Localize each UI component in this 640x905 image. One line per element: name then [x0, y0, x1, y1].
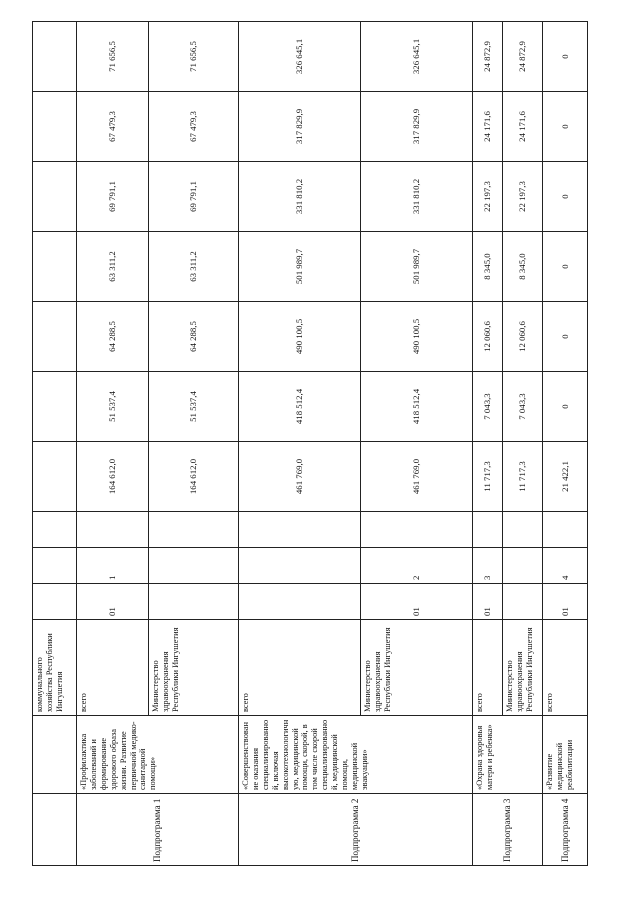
budget-table [32, 21, 588, 866]
cell-value: 22 197,3 [473, 162, 503, 232]
cell-code [149, 584, 239, 620]
cell-value: 71 656,5 [149, 22, 239, 92]
cell-value: 7 043,3 [473, 372, 503, 442]
rotated-page [32, 22, 587, 866]
cell-value: 418 512,4 [239, 372, 361, 442]
cell-value: 22 197,3 [503, 162, 543, 232]
cell [33, 584, 77, 620]
cell-value: 67 479,3 [149, 92, 239, 162]
table-row [239, 22, 361, 866]
cell-code [149, 512, 239, 548]
cell-code: 01 [543, 584, 588, 620]
table-row [473, 22, 503, 866]
cell-org: Министерство здравоохранения Республики Ингушетия [361, 620, 473, 716]
cell [33, 716, 77, 794]
cell-value: 317 829,9 [239, 92, 361, 162]
subprogram-description: «Охрана здоровья матери и ребенка» [473, 716, 543, 794]
cell [33, 22, 77, 92]
cell-org: всего [239, 620, 361, 716]
cell-value: 24 872,9 [473, 22, 503, 92]
cell-value: 0 [543, 22, 588, 92]
cell-value: 63 311,2 [149, 232, 239, 302]
cell-org: Министерство здравоохранения Республики Ингушетия [503, 620, 543, 716]
cell-value: 501 989,7 [361, 232, 473, 302]
cell-value: 24 872,9 [503, 22, 543, 92]
cell-value: 69 791,1 [149, 162, 239, 232]
cell-value: 490 100,5 [361, 302, 473, 372]
cell-value: 21 422,1 [543, 442, 588, 512]
cell-code [473, 512, 503, 548]
cell-code [149, 548, 239, 584]
cell-value: 461 769,0 [361, 442, 473, 512]
cell-value: 12 060,6 [473, 302, 503, 372]
subprogram-description: «Совершенствование оказания специализированной, включая высокотехнологичную, медицинской помощи, скорой, в том числе скорой специализированной, медицинской помощи, медицинской эвакуации» [239, 716, 473, 794]
cell-value: 63 311,2 [77, 232, 149, 302]
subprogram-name: Подпрограмма 4 [543, 794, 588, 866]
cell-value: 0 [543, 232, 588, 302]
subprogram-description: «Развитие медицинской реабилитации [543, 716, 588, 794]
cell-org: всего [77, 620, 149, 716]
cell-code [503, 548, 543, 584]
cell-value: 164 612,0 [77, 442, 149, 512]
cell-value: 11 717,3 [503, 442, 543, 512]
cell [33, 302, 77, 372]
cell-code [543, 512, 588, 548]
cell-value: 24 171,6 [503, 92, 543, 162]
cell-code [77, 512, 149, 548]
cell-code [503, 584, 543, 620]
cell-value: 8 345,0 [503, 232, 543, 302]
cell-value: 7 043,3 [503, 372, 543, 442]
cell [33, 232, 77, 302]
cell-value: 317 829,9 [361, 92, 473, 162]
cell-value: 461 769,0 [239, 442, 361, 512]
cell-org: всего [473, 620, 503, 716]
cell-code: 01 [361, 584, 473, 620]
cell-value: 0 [543, 372, 588, 442]
cell-code [239, 584, 361, 620]
cell-value: 71 656,5 [77, 22, 149, 92]
cell-value: 0 [543, 162, 588, 232]
cell-value: 326 645,1 [239, 22, 361, 92]
cell-value: 490 100,5 [239, 302, 361, 372]
cell-value: 67 479,3 [77, 92, 149, 162]
table-row [77, 22, 149, 866]
cell-org: всего [543, 620, 588, 716]
cell-value: 69 791,1 [77, 162, 149, 232]
cell-code: 01 [77, 584, 149, 620]
cell-value: 331 810,2 [239, 162, 361, 232]
cell-code: 3 [473, 548, 503, 584]
cell-value: 12 060,6 [503, 302, 543, 372]
cell-value: 51 537,4 [77, 372, 149, 442]
cell-code [361, 512, 473, 548]
cell-code [239, 548, 361, 584]
cell [33, 372, 77, 442]
cell-code [503, 512, 543, 548]
cell-code: 4 [543, 548, 588, 584]
cell [33, 548, 77, 584]
subprogram-name: Подпрограмма 3 [473, 794, 543, 866]
cell-code: 01 [473, 584, 503, 620]
table-row [33, 22, 77, 866]
cell-value: 11 717,3 [473, 442, 503, 512]
cell [33, 794, 77, 866]
subprogram-name: Подпрограмма 2 [239, 794, 473, 866]
cell [33, 442, 77, 512]
cell [33, 162, 77, 232]
cell-value: 0 [543, 92, 588, 162]
cell-code [239, 512, 361, 548]
cell [33, 92, 77, 162]
cell-value: 418 512,4 [361, 372, 473, 442]
cell-org: коммунального хозяйства Республики Ингушетия [33, 620, 77, 716]
cell-code: 1 [77, 548, 149, 584]
cell-value: 64 288,5 [77, 302, 149, 372]
subprogram-name: Подпрограмма 1 [77, 794, 239, 866]
cell-value: 51 537,4 [149, 372, 239, 442]
cell-value: 8 345,0 [473, 232, 503, 302]
cell-value: 331 810,2 [361, 162, 473, 232]
cell-value: 64 288,5 [149, 302, 239, 372]
cell [33, 512, 77, 548]
cell-value: 501 989,7 [239, 232, 361, 302]
cell-value: 164 612,0 [149, 442, 239, 512]
subprogram-description: «Профилактика заболеваний и формирование здорового образа жизни. Развитие первичной медико-санитарной помощи» [77, 716, 239, 794]
cell-value: 0 [543, 302, 588, 372]
cell-org: Министерство здравоохранения Республики Ингушетия [149, 620, 239, 716]
cell-code: 2 [361, 548, 473, 584]
cell-value: 326 645,1 [361, 22, 473, 92]
table-row [543, 22, 588, 866]
cell-value: 24 171,6 [473, 92, 503, 162]
